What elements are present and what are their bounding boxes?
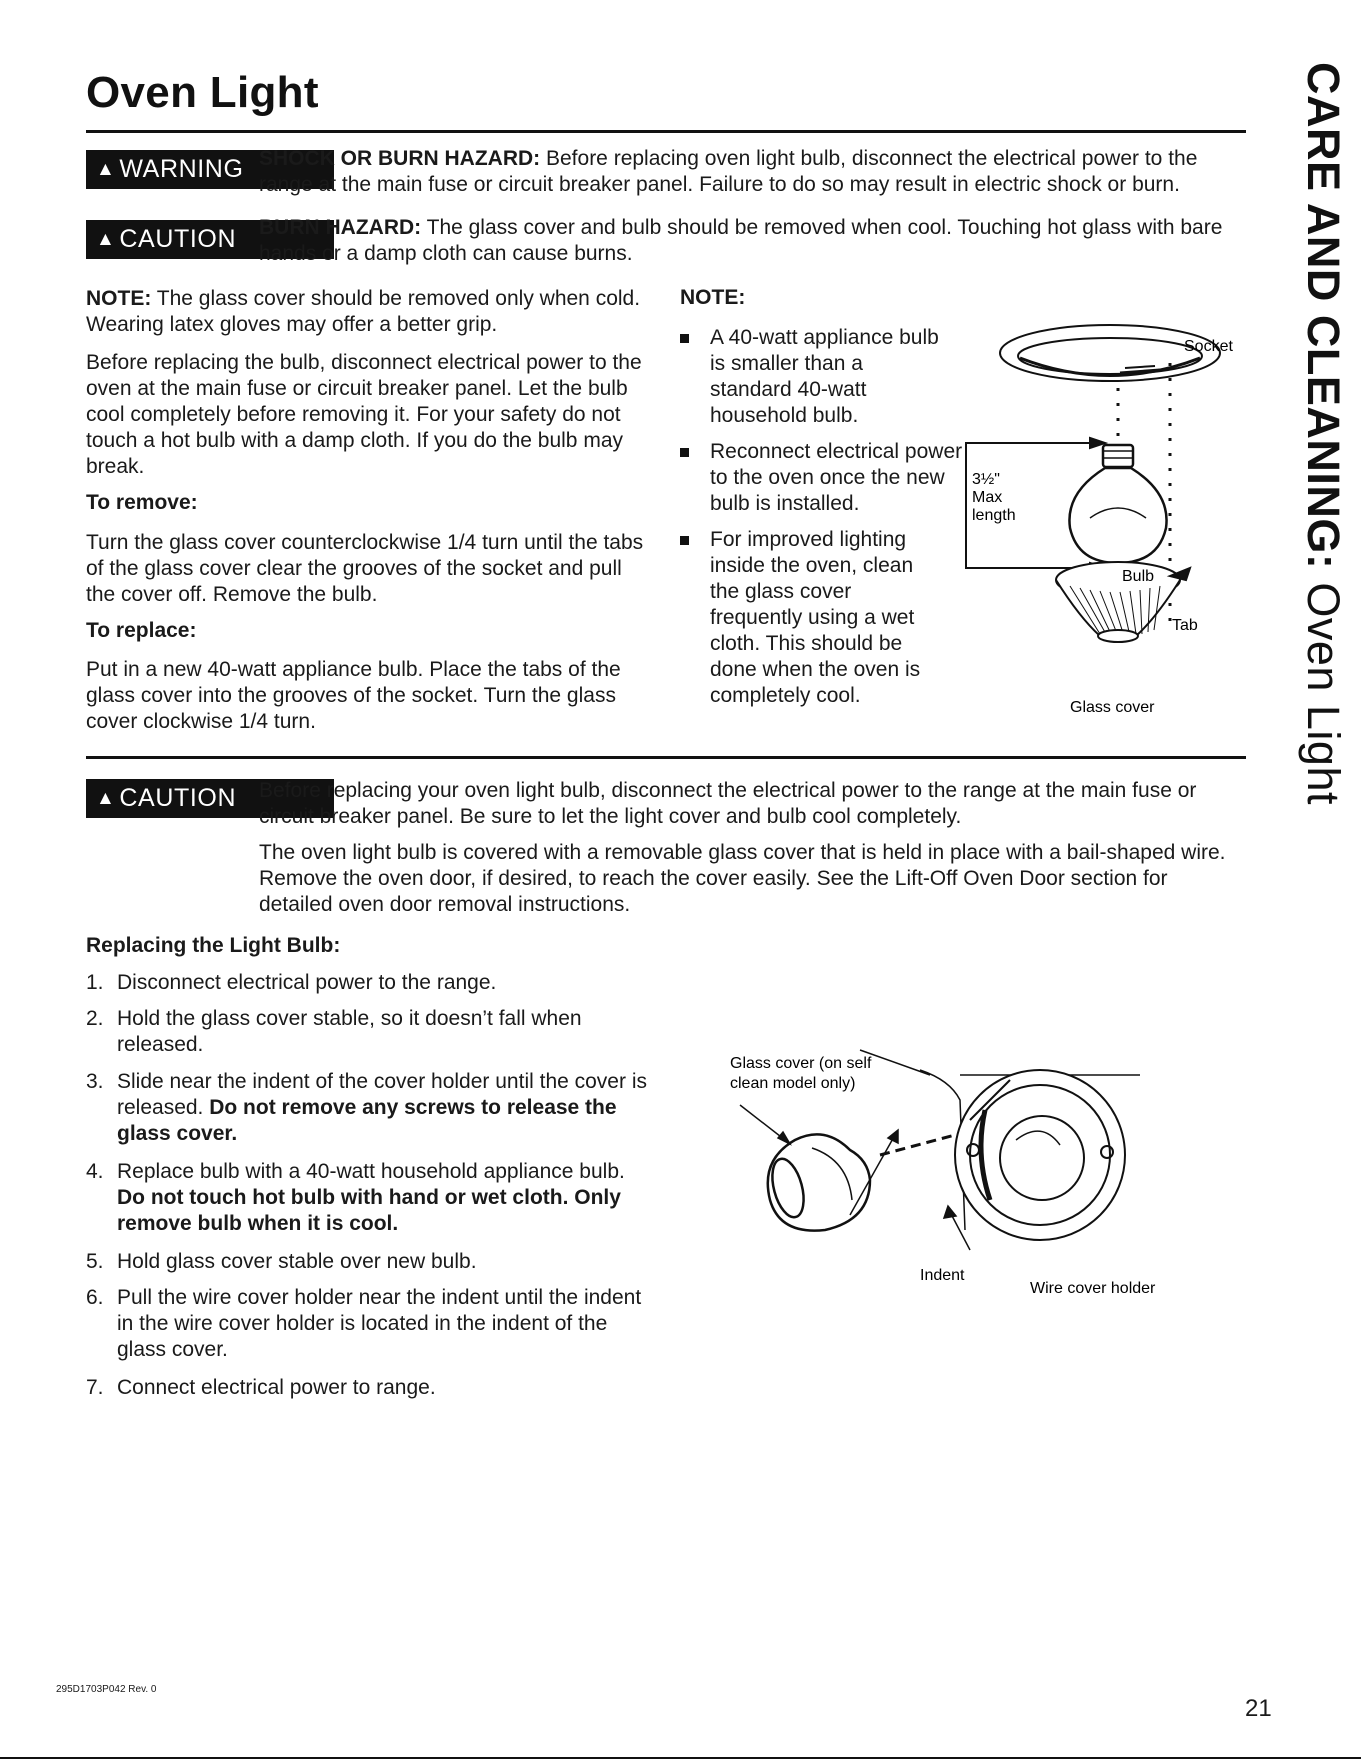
step-number: 7.: [86, 1376, 104, 1399]
side-tab-bold: CARE AND CLEANING:: [1298, 62, 1349, 570]
replace-text: Put in a new 40-watt appliance bulb. Place the tabs of the glass cover into the grooves of the socket. Turn the glass cover clockwise 1/4 turn.: [86, 658, 621, 733]
side-tab: [1298, 62, 1349, 805]
step-text: Pull the wire cover holder near the indent until the indent in the wire cover holder is located in the indent of the glass cover.: [117, 1286, 642, 1361]
max-length-label-2: Max: [972, 489, 1003, 506]
right-note-item-text: A 40-watt appliance bulb is smaller than a standard 40-watt household bulb.: [710, 326, 939, 427]
step-text: Slide near the indent of the cover holder until the cover is released. Do not remove any screws to release the glass cover.: [117, 1070, 647, 1145]
remove-heading: To remove:: [86, 491, 198, 514]
wire-holder-diagram: [720, 1040, 1190, 1310]
warning-body: Before replacing oven light bulb, disconnect the electrical power to the range at the main fuse or circuit breaker panel. Failure to do so may result in electric shock or burn.: [259, 147, 1198, 196]
left-note-body: The glass cover should be removed only when cold. Wearing latex gloves may offer a better grip.: [86, 287, 641, 336]
step-number: 4.: [86, 1160, 104, 1183]
warning-triangle-icon: ▲: [96, 159, 116, 180]
right-note-item: [680, 527, 945, 709]
step-number: 1.: [86, 971, 104, 994]
glass-cover-label: Glass cover: [1070, 699, 1155, 716]
caution-text-2: Before replacing your oven light bulb, disconnect the electrical power to the range at the main fuse or circuit breaker panel. Be sure to let the light cover and bulb cool completely.: [259, 779, 1197, 828]
title-rule: [86, 130, 1246, 133]
warning-label: WARNING: [119, 155, 244, 183]
left-note-lead: NOTE:: [86, 287, 152, 310]
step-number: 6.: [86, 1286, 104, 1309]
footer-code: 295D1703P042 Rev. 0: [56, 1684, 157, 1695]
tab-label: Tab: [1172, 617, 1198, 634]
glass-cover-self-clean-label-1: Glass cover (on self: [730, 1055, 872, 1072]
caution-label-2: CAUTION: [119, 784, 237, 812]
right-note-heading: NOTE:: [680, 286, 746, 309]
caution-label-1: CAUTION: [119, 225, 237, 253]
right-note-item-text: Reconnect electrical power to the oven once the new bulb is installed.: [710, 440, 963, 515]
warning-lead: SHOCK OR BURN HAZARD:: [259, 147, 541, 170]
bullet-icon: [680, 536, 689, 545]
bulb-illustration: [1069, 445, 1166, 563]
right-note-item-text: For improved lighting inside the oven, clean the glass cover frequently using a wet cloth. This should be done when the oven is completely cool.: [710, 528, 921, 707]
step-text: Hold the glass cover stable, so it doesn’t fall when released.: [117, 1007, 582, 1056]
right-note-item: [680, 325, 950, 429]
remove-text: Turn the glass cover counterclockwise 1/4 turn until the tabs of the glass cover clear the grooves of the socket and pull the cover off. Remove the bulb.: [86, 531, 644, 606]
step-number: 2.: [86, 1007, 104, 1030]
replace-heading: To replace:: [86, 619, 197, 642]
step-number: 5.: [86, 1250, 104, 1273]
step-text: Replace bulb with a 40-watt household appliance bulb. Do not touch hot bulb with hand or wet cloth. Only remove bulb when it is cool.: [117, 1160, 625, 1235]
max-length-label-3: length: [972, 507, 1016, 524]
bottom-border: [0, 1757, 1361, 1759]
max-length-label-1: 3½": [972, 471, 1000, 488]
side-tab-text: [1297, 62, 1349, 805]
step-number: 3.: [86, 1070, 104, 1093]
section-rule: [86, 756, 1246, 759]
left-note: [86, 286, 646, 338]
right-note-item: [680, 439, 965, 517]
bulb-label: Bulb: [1122, 568, 1155, 585]
caution1-body: The glass cover and bulb should be removed when cool. Touching hot glass with bare hands or a damp cloth can cause burns.: [259, 216, 1223, 265]
cover-info-text: The oven light bulb is covered with a removable glass cover that is held in place with a bail-shaped wire. Remove the oven door, if desired, to reach the cover easily. See the Lift-Off Oven Door section for detailed oven door removal instructions.: [259, 841, 1226, 916]
steps-heading: Replacing the Light Bulb:: [86, 934, 341, 957]
socket-label: Socket: [1184, 338, 1233, 355]
side-tab-light: Oven Light: [1298, 569, 1349, 805]
bulb-diagram: [960, 318, 1250, 728]
caution1-lead: BURN HAZARD:: [259, 216, 422, 239]
step-text: Hold glass cover stable over new bulb.: [117, 1250, 477, 1273]
page-title: Oven Light: [86, 68, 319, 117]
wire-cover-holder-label: Wire cover holder: [1030, 1280, 1156, 1297]
glass-cover-self-clean-label-2: clean model only): [730, 1075, 856, 1092]
warning-text: [259, 146, 1244, 198]
page-number: 21: [1245, 1695, 1272, 1722]
bullet-icon: [680, 334, 689, 343]
caution-text-1: [259, 215, 1244, 267]
wire-cover-holder-illustration: [955, 1070, 1125, 1240]
before-replacing-text: Before replacing the bulb, disconnect electrical power to the oven at the main fuse or circuit breaker panel. Let the bulb cool completely before removing it. For your safety do not touch a hot bulb with a damp cloth. If you do the bulb may break.: [86, 351, 642, 478]
indent-label: Indent: [920, 1267, 965, 1284]
bullet-icon: [680, 448, 689, 457]
right-note-list: [680, 325, 965, 709]
caution-triangle-icon: ▲: [96, 229, 116, 250]
step-text: Connect electrical power to range.: [117, 1376, 436, 1399]
step-text: Disconnect electrical power to the range.: [117, 971, 497, 994]
caution-triangle-icon: ▲: [96, 788, 116, 809]
glass-cover-dome-illustration: [767, 1134, 870, 1230]
